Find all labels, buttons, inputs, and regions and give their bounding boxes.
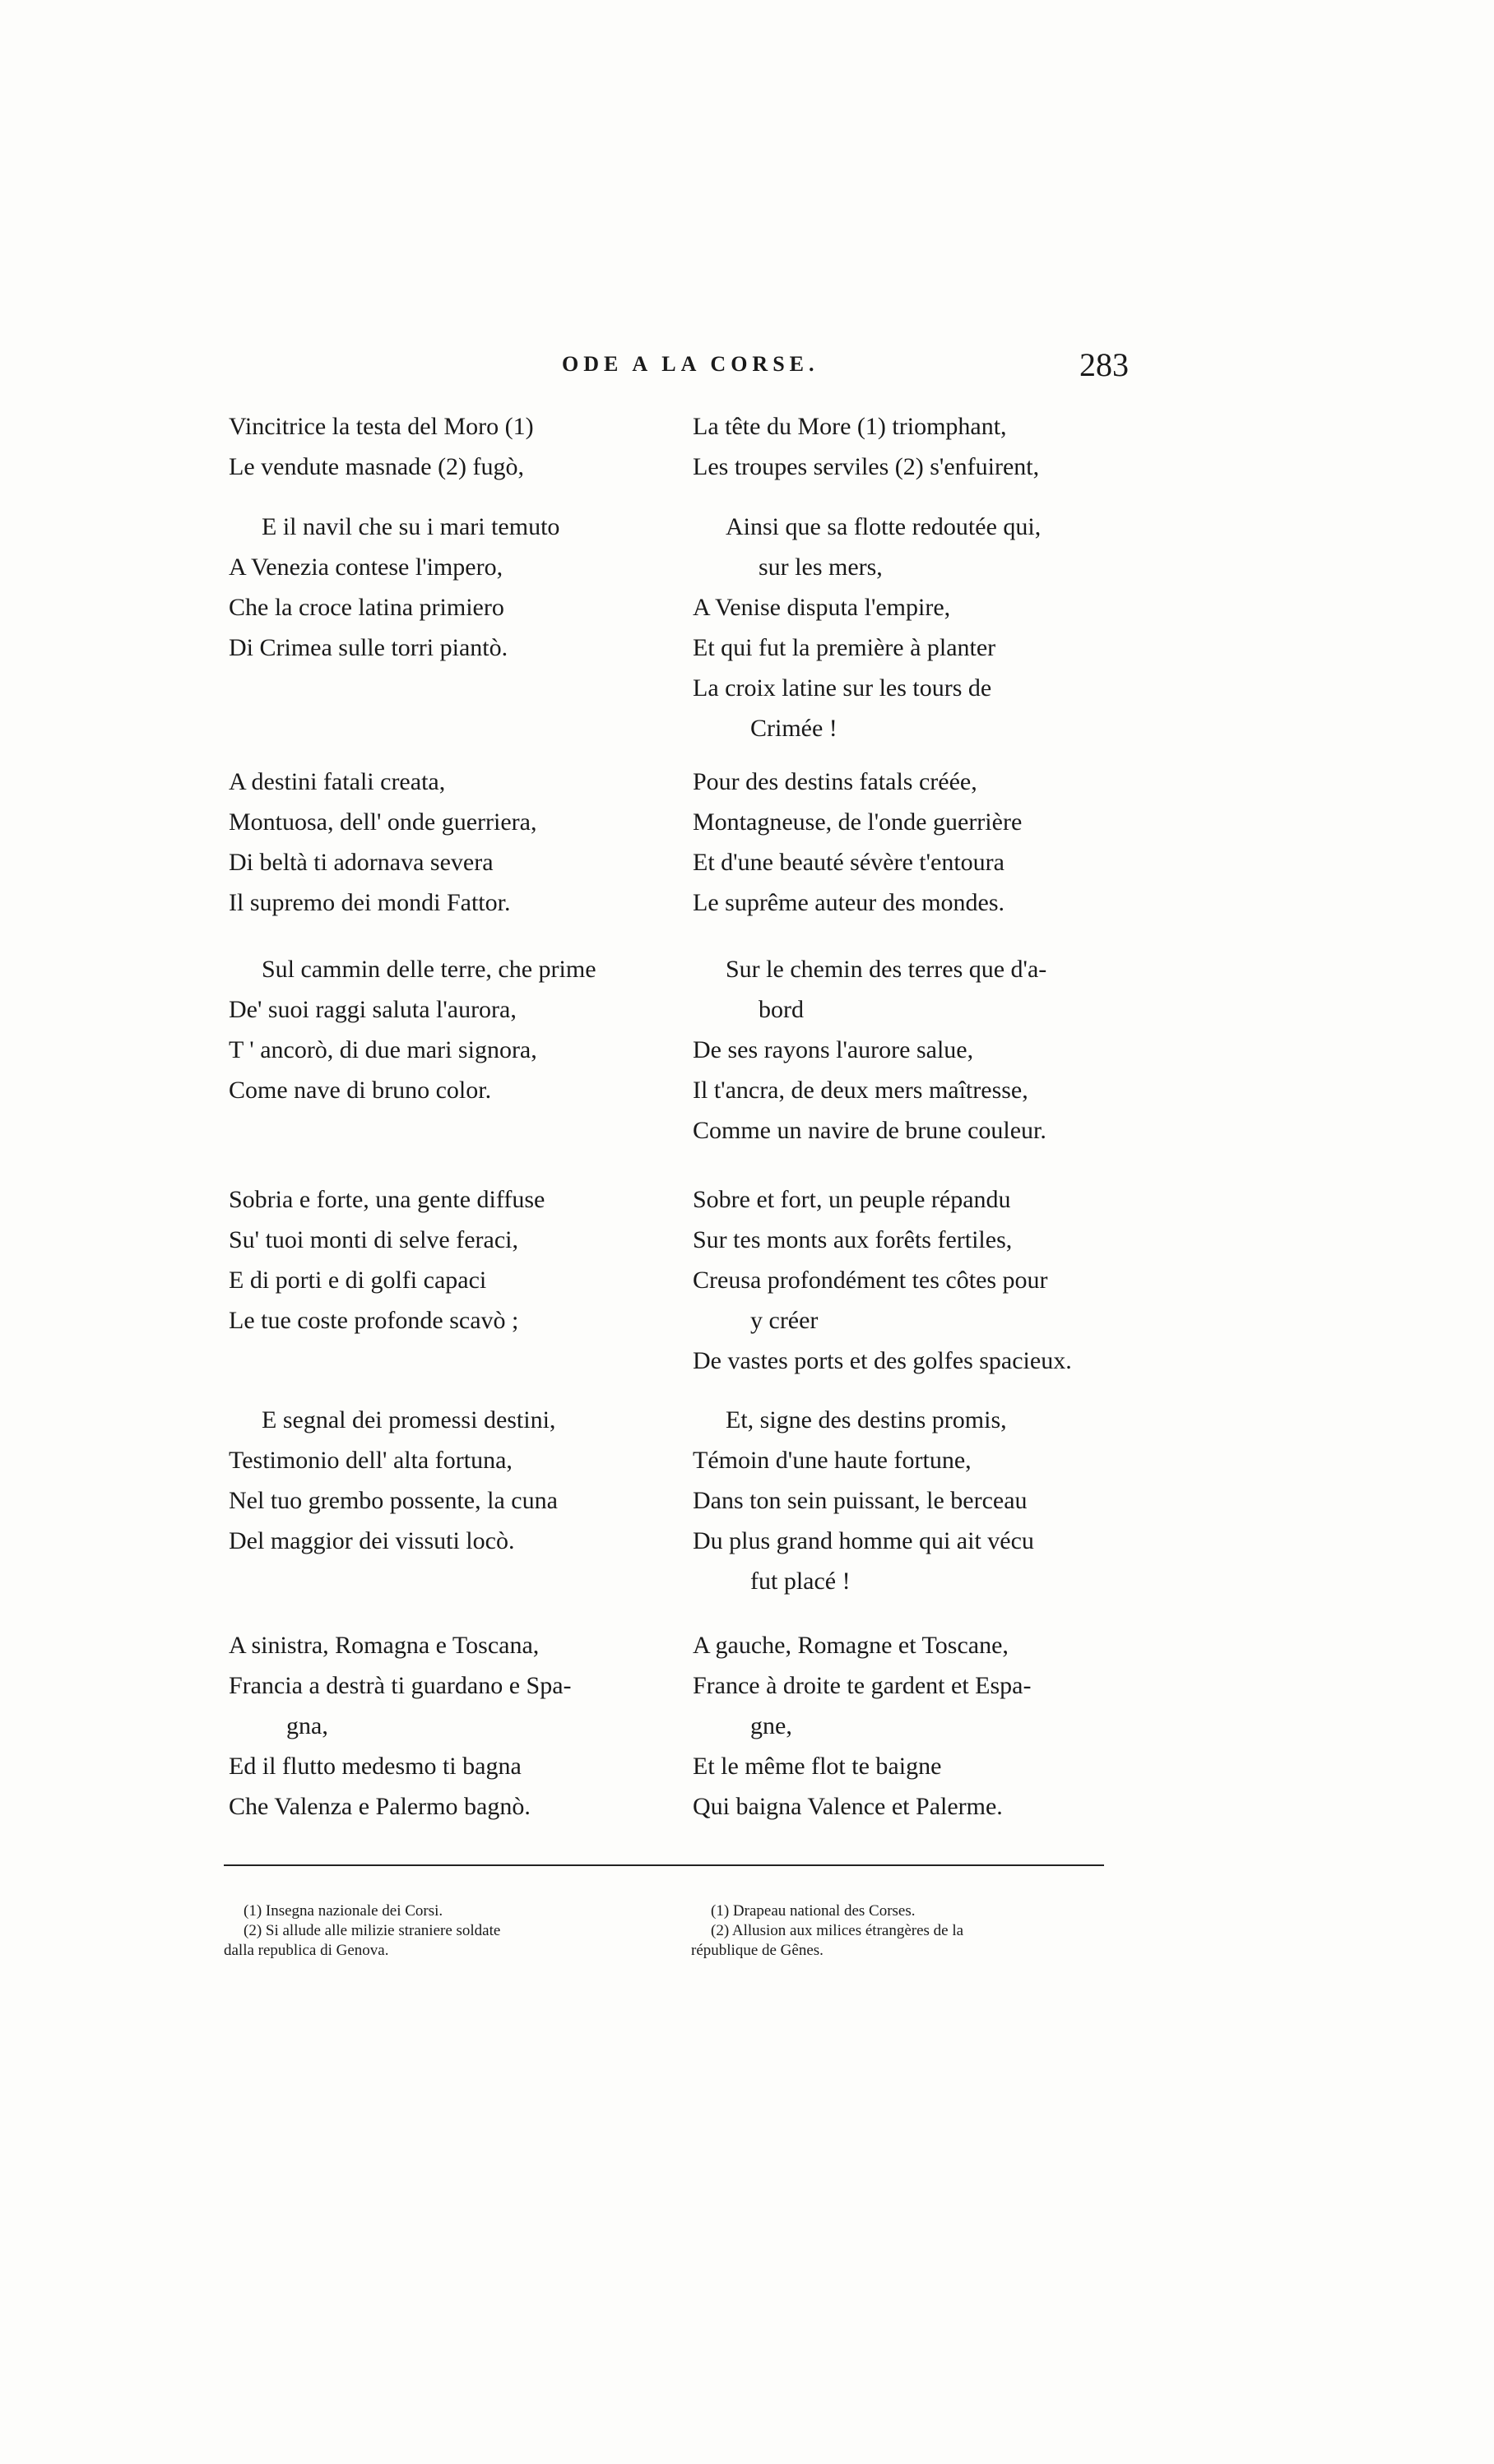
verse-line: Creusa profondément tes côtes pour	[693, 1267, 1048, 1294]
verse-line: Vincitrice la testa del Moro (1)	[229, 413, 534, 440]
verse-line: Sur tes monts aux forêts fertiles,	[693, 1226, 1013, 1253]
verse-line: Sobre et fort, un peuple répandu	[693, 1186, 1011, 1213]
verse-line: Il supremo dei mondi Fattor.	[229, 889, 511, 916]
verse-line: y créer	[750, 1307, 819, 1334]
verse-line: E di porti e di golfi capaci	[229, 1267, 487, 1294]
french-stanza-1	[693, 406, 1137, 487]
verse-line: gna,	[286, 1712, 328, 1739]
footnote: (1) Drapeau national des Corses.	[711, 1902, 916, 1920]
verse-line: Ed il flutto medesmo ti bagna	[229, 1753, 522, 1780]
verse-line: Comme un navire de brune couleur.	[693, 1117, 1046, 1144]
verse-line: De vastes ports et des golfes spacieux.	[693, 1347, 1072, 1374]
verse-line: Che Valenza e Palermo bagnò.	[229, 1793, 531, 1820]
verse-line: Sobria e forte, una gente diffuse	[229, 1186, 545, 1213]
verse-line: sur les mers,	[759, 553, 883, 581]
footnote: dalla republica di Genova.	[224, 1942, 389, 1959]
verse-line: Le suprême auteur des mondes.	[693, 889, 1005, 916]
italian-stanza-1	[229, 406, 689, 487]
verse-line: gne,	[750, 1712, 792, 1739]
verse-line: Et, signe des destins promis,	[726, 1406, 1007, 1433]
italian-footnotes	[224, 1901, 652, 1961]
verse-line: E segnal dei promessi destini,	[262, 1406, 556, 1433]
verse-line: Pour des destins fatals créée,	[693, 768, 977, 795]
verse-line: Les troupes serviles (2) s'enfuirent,	[693, 453, 1040, 480]
verse-line: La croix latine sur les tours de	[693, 674, 992, 702]
verse-line: T ' ancorò, di due mari signora,	[229, 1036, 537, 1063]
verse-line: A Venise disputa l'empire,	[693, 594, 951, 621]
verse-line: A gauche, Romagne et Toscane,	[693, 1632, 1009, 1659]
italian-stanza-5	[229, 1179, 689, 1341]
verse-line: E il navil che su i mari temuto	[262, 513, 560, 540]
italian-stanza-2	[229, 507, 689, 668]
footnote: (1) Insegna nazionale dei Corsi.	[244, 1902, 443, 1920]
verse-line: Montuosa, dell' onde guerriera,	[229, 808, 537, 836]
italian-stanza-7	[229, 1625, 689, 1827]
verse-line: Du plus grand homme qui ait vécu	[693, 1527, 1034, 1554]
french-stanza-6	[693, 1400, 1137, 1601]
running-title: ODE A LA CORSE.	[562, 352, 819, 376]
verse-line: Témoin d'une haute fortune,	[693, 1447, 972, 1474]
verse-line: La tête du More (1) triomphant,	[693, 413, 1007, 440]
verse-line: De' suoi raggi saluta l'aurora,	[229, 996, 517, 1023]
french-stanza-5	[693, 1179, 1137, 1381]
verse-line: France à droite te gardent et Espa-	[693, 1672, 1032, 1699]
verse-line: Qui baigna Valence et Palerme.	[693, 1793, 1003, 1820]
verse-line: Che la croce latina primiero	[229, 594, 504, 621]
footnote-divider	[224, 1864, 1104, 1866]
verse-line: Le vendute masnade (2) fugò,	[229, 453, 525, 480]
verse-line: Di beltà ti adornava severa	[229, 849, 494, 876]
verse-line: Sur le chemin des terres que d'a-	[726, 956, 1047, 983]
french-stanza-4	[693, 949, 1137, 1151]
verse-line: Del maggior dei vissuti locò.	[229, 1527, 515, 1554]
verse-line: Il t'ancra, de deux mers maîtresse,	[693, 1077, 1028, 1104]
verse-line: Le tue coste profonde scavò ;	[229, 1307, 519, 1334]
footnote: (2) Si allude alle milizie straniere soldate	[244, 1922, 501, 1939]
verse-line: De ses rayons l'aurore salue,	[693, 1036, 974, 1063]
verse-line: Francia a destrà ti guardano e Spa-	[229, 1672, 572, 1699]
french-stanza-7	[693, 1625, 1137, 1827]
french-footnotes	[691, 1901, 1119, 1961]
footnote: (2) Allusion aux milices étrangères de la	[711, 1922, 964, 1939]
italian-stanza-4	[229, 949, 689, 1110]
verse-line: bord	[759, 996, 804, 1023]
verse-line: Sul cammin delle terre, che prime	[262, 956, 596, 983]
italian-stanza-6	[229, 1400, 689, 1561]
french-stanza-3	[693, 762, 1137, 923]
footnote: république de Gênes.	[691, 1942, 824, 1959]
verse-line: Et d'une beauté sévère t'entoura	[693, 849, 1005, 876]
verse-line: Et qui fut la première à planter	[693, 634, 996, 661]
italian-stanza-3	[229, 762, 689, 923]
verse-line: Crimée !	[750, 715, 837, 742]
verse-line: Et le même flot te baigne	[693, 1753, 942, 1780]
french-stanza-2	[693, 507, 1137, 748]
verse-line: Nel tuo grembo possente, la cuna	[229, 1487, 558, 1514]
verse-line: Come nave di bruno color.	[229, 1077, 492, 1104]
verse-line: A Venezia contese l'impero,	[229, 553, 503, 581]
verse-line: Ainsi que sa flotte redoutée qui,	[726, 513, 1042, 540]
verse-line: A sinistra, Romagna e Toscana,	[229, 1632, 540, 1659]
verse-line: fut placé !	[750, 1568, 851, 1595]
verse-line: Montagneuse, de l'onde guerrière	[693, 808, 1023, 836]
page-number: 283	[1079, 346, 1129, 383]
verse-line: Di Crimea sulle torri piantò.	[229, 634, 508, 661]
verse-line: A destini fatali creata,	[229, 768, 446, 795]
verse-line: Su' tuoi monti di selve feraci,	[229, 1226, 519, 1253]
verse-line: Testimonio dell' alta fortuna,	[229, 1447, 513, 1474]
verse-line: Dans ton sein puissant, le berceau	[693, 1487, 1028, 1514]
